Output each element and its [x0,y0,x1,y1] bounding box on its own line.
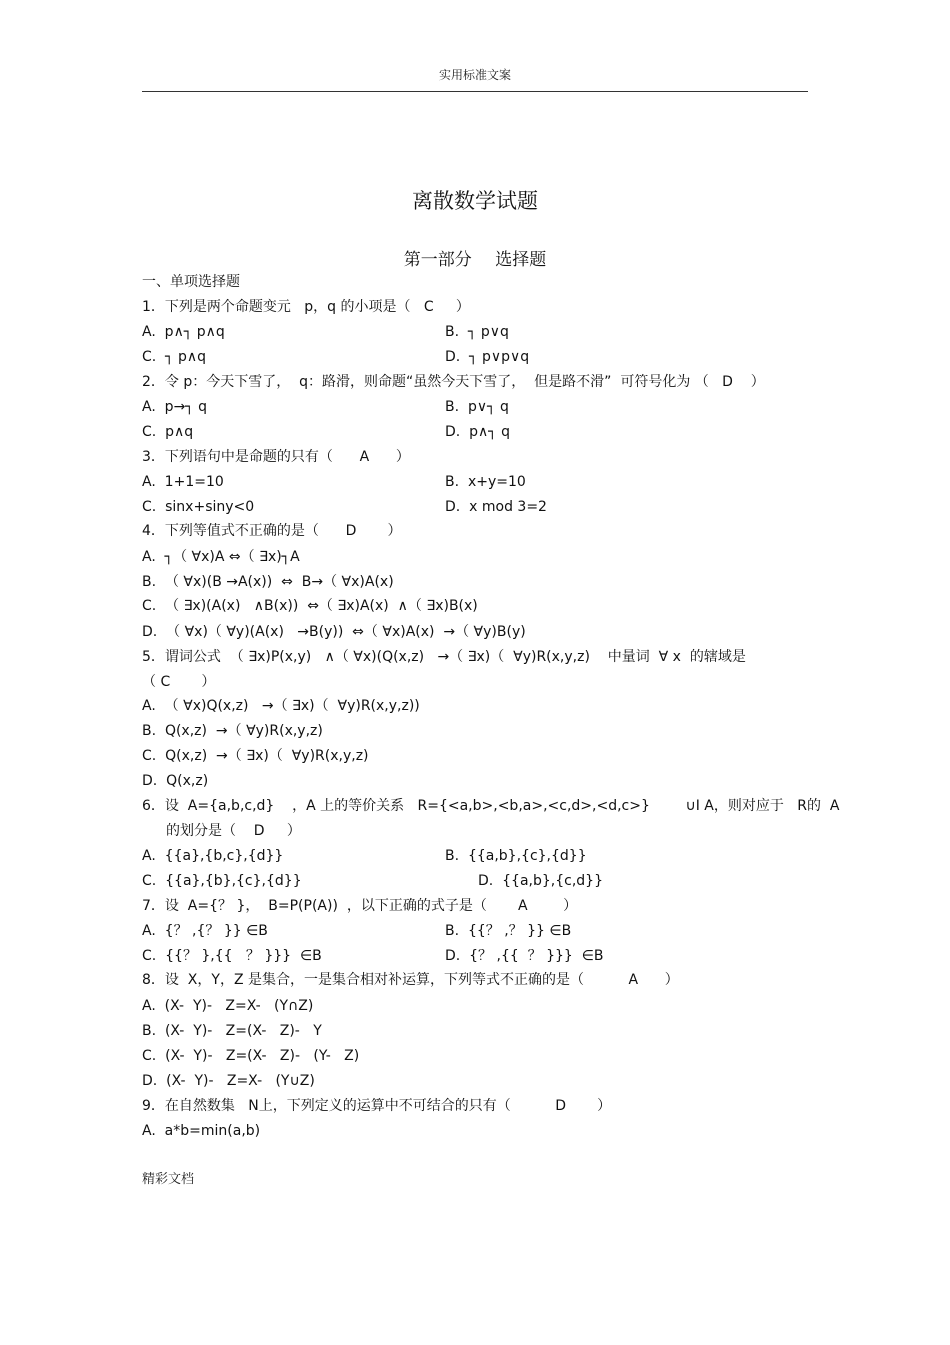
question-6-option-b: B. {{a,b},{c},{d}} [445,848,587,864]
question-1-option-c: C. ┐ p∧q [142,349,207,365]
question-7-option-b: B. {{？ ,？ }} ∈B [445,923,572,939]
question-4-option-c: C. （ ∃x)(A(x) ∧B(x)) ⇔（ ∃x)A(x) ∧（ ∃x)B(x) [142,598,478,614]
question-1-option-d: D. ┐ p∨p∨q [445,349,530,365]
question-4-stem: 4．下列等值式不正确的是（ D ） [142,523,402,539]
page-header: 实用标准文案 [438,68,511,82]
question-9-stem: 9．在自然数集 N上，下列定义的运算中不可结合的只有（ D ） [142,1098,612,1114]
question-8-option-b: B. (X- Y)- Z=(X- Z)- Y [142,1023,322,1039]
question-8-option-d: D. (X- Y)- Z=X- (Y∪Z) [142,1073,315,1089]
question-2-option-a: A. p→┐ q [142,399,208,415]
question-3-option-b: B. x+y=10 [445,474,526,490]
question-1-stem: 1．下列是两个命题变元 p，q 的小项是（ C ） [142,299,470,315]
question-8-stem: 8．设 X，Y，Z 是集合，一是集合相对补运算，下列等式不正确的是（ A ） [142,972,679,988]
question-8-option-a: A. (X- Y)- Z=X- (Y∩Z) [142,998,314,1014]
document-title: 离散数学试题 [412,189,538,213]
question-4-option-b: B. （ ∀x)(B →A(x)) ⇔ B→（ ∀x)A(x) [142,574,394,590]
question-7-stem: 7．设 A={？ }， B=P(P(A)) ，以下正确的式子是（ A ） [142,898,578,914]
question-7-option-c: C. {{？ },{{ ？ }}} ∈B [142,948,322,964]
question-5-option-d: D. Q(x,z) [142,773,209,789]
question-5-stem: 5．谓词公式 （ ∃x)P(x,y) ∧（ ∀x)(Q(x,z) →（ ∃x)（ ∀y)R(x,y,z) 中量词 ∀ x 的辖域是 [142,649,746,665]
question-2-stem: 2．令 p：今天下雪了， q：路滑，则命题“虽然今天下雪了， 但是路不滑” 可符号化为 （ D ） [142,374,765,390]
question-2-option-d: D. p∧┐ q [445,424,511,440]
question-2-option-b: B. p∨┐ q [445,399,509,415]
question-2-option-c: C. p∧q [142,424,194,440]
page-footer: 精彩文档 [142,1172,195,1187]
question-1-option-b: B. ┐ p∨q [445,324,509,340]
question-3-option-a: A. 1+1=10 [142,474,224,490]
question-6-option-c: C. {{a},{b},{c},{d}} [142,873,302,889]
question-6-option-a: A. {{a},{b,c},{d}} [142,848,284,864]
question-6-stem-continued: 的划分是（ D ） [166,823,301,839]
header-divider [142,91,808,92]
question-3-option-d: D. x mod 3=2 [445,499,547,515]
question-3-stem: 3．下列语句中是命题的只有（ A ） [142,449,410,465]
question-8-option-c: C. (X- Y)- Z=(X- Z)- (Y- Z) [142,1048,360,1064]
part-title: 第一部分 选择题 [403,250,547,270]
question-5-option-a: A. （ ∀x)Q(x,z) →（ ∃x)（ ∀y)R(x,y,z)) [142,698,420,714]
section-title: 一、单项选择题 [142,274,240,290]
question-6-option-d: D. {{a,b},{c,d}} [478,873,603,889]
question-1-option-a: A. p∧┐ p∧q [142,324,225,340]
question-4-option-d: D. （ ∀x)（ ∀y)(A(x) →B(y)) ⇔（ ∀x)A(x) →（ ∀y)B(y) [142,624,526,640]
question-3-option-c: C. sinx+siny<0 [142,499,255,515]
question-5-option-b: B. Q(x,z) →（ ∀y)R(x,y,z) [142,723,323,739]
question-6-stem: 6．设 A={a,b,c,d} ，A 上的等价关系 R={<a,b>,<b,a>,<c,d>,<d,c>} ∪I A，则对应于 R的 A [142,798,840,814]
question-5-option-c: C. Q(x,z) →（ ∃x)（ ∀y)R(x,y,z) [142,748,369,764]
question-7-option-d: D. {？ ,{{ ？ }}} ∈B [445,948,604,964]
question-4-option-a: A. ┐（ ∀x)A ⇔（ ∃x)┐A [142,549,300,565]
question-5-stem-continued: （ C ） [142,674,216,690]
question-9-option-a: A. a*b=min(a,b) [142,1123,261,1139]
question-7-option-a: A. {？ ,{？ }} ∈B [142,923,268,939]
